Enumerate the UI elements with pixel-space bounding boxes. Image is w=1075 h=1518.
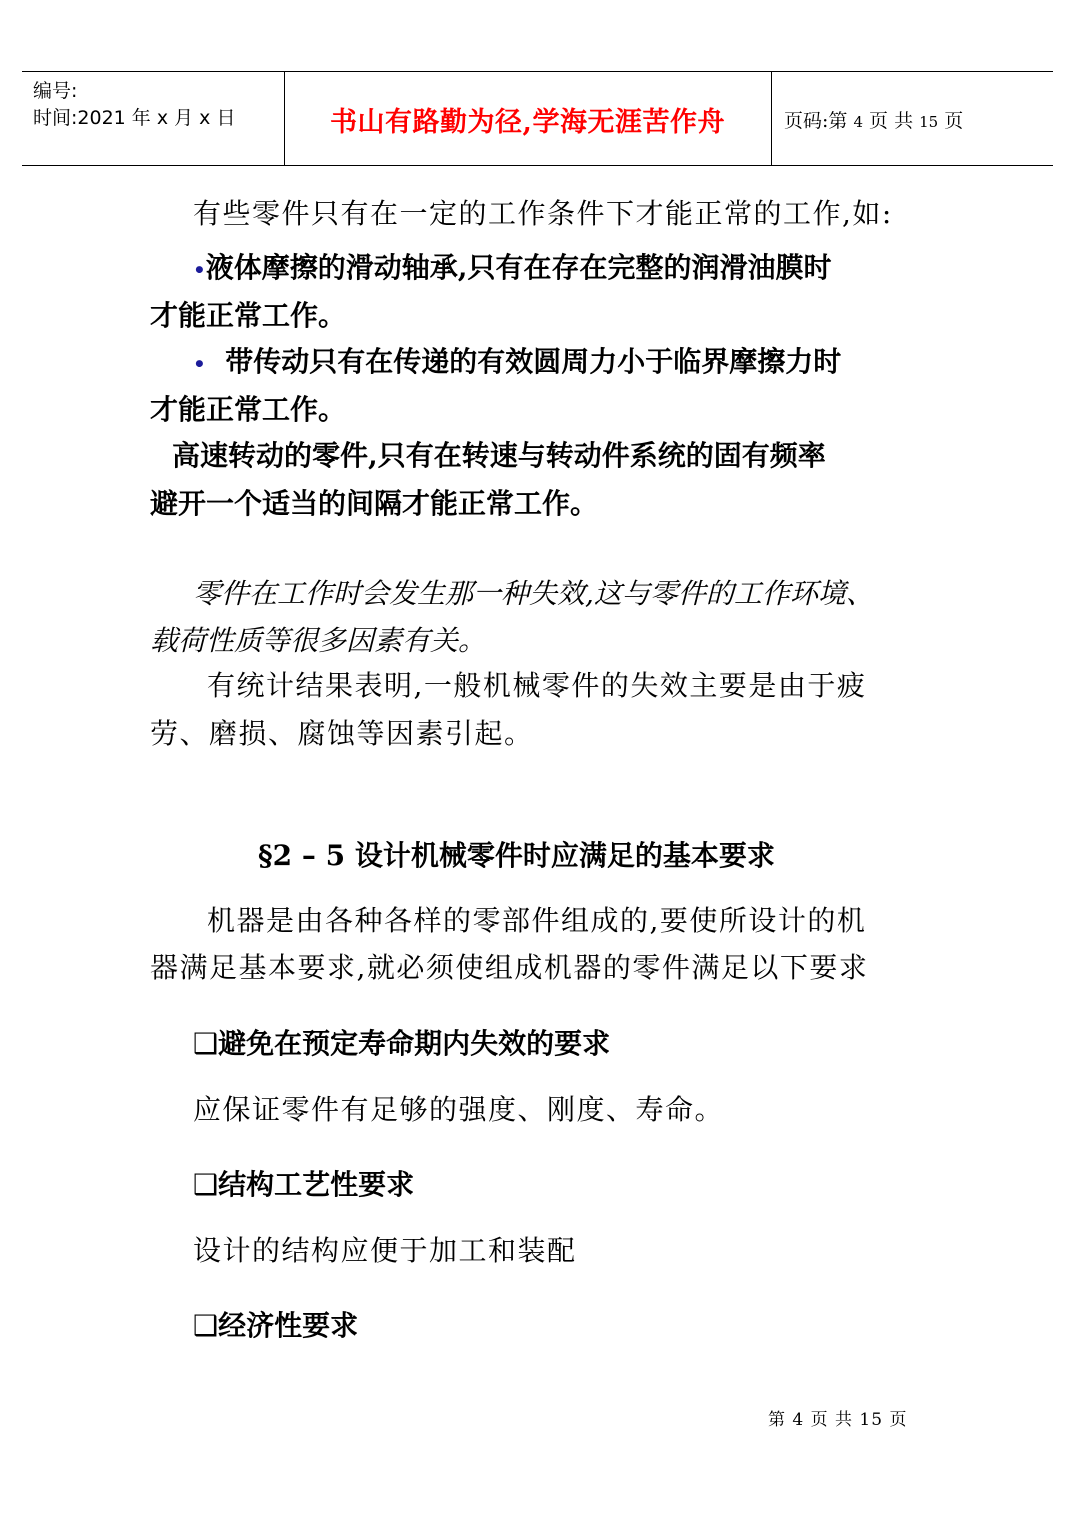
paragraph-continuation: 才能正常工作。: [150, 393, 347, 426]
bullet-text: 带传动只有在传递的有效圆周力小于临界摩擦力时: [225, 345, 842, 378]
bullet-icon: •: [193, 352, 206, 376]
paragraph: 高速转动的零件,只有在转速与转动件系统的固有频率: [172, 439, 826, 472]
document-header: [22, 71, 1053, 166]
page-prefix: 页码:第: [784, 110, 848, 132]
italic-paragraph: 零件在工作时会发生那一种失效,这与零件的工作环境、: [193, 577, 874, 610]
checkbox-icon: ❑: [193, 1027, 219, 1060]
number-label: 编号:: [33, 80, 78, 102]
page-number: 4: [853, 113, 863, 131]
italic-paragraph-continuation: 载荷性质等很多因素有关。: [150, 624, 487, 657]
time-label: 时间:2021 年 x 月 x 日: [33, 107, 236, 129]
checkbox-icon: ❑: [193, 1309, 219, 1342]
header-left: [33, 78, 235, 132]
page-suffix: 页: [944, 110, 964, 132]
header-page-info: [784, 106, 963, 133]
page-total: 15: [919, 113, 939, 131]
bullet-item: [193, 244, 832, 294]
paragraph: 有些零件只有在一定的工作条件下才能正常的工作,如:: [193, 197, 893, 230]
section-title: §2 – 5 设计机械零件时应满足的基本要求: [258, 839, 775, 872]
page-footer: 第 4 页 共 15 页: [768, 1410, 908, 1430]
requirement-description: 设计的结构应便于加工和装配: [193, 1234, 577, 1267]
requirement-title: 避免在预定寿命期内失效的要求: [218, 1027, 611, 1060]
paragraph-continuation: 避开一个适当的间隔才能正常工作。: [150, 487, 599, 520]
bullet-icon: •: [193, 258, 206, 282]
paragraph-continuation: 劳、磨损、腐蚀等因素引起。: [150, 717, 534, 750]
requirement-heading: [193, 1020, 610, 1068]
bullet-text: 液体摩擦的滑动轴承,只有在存在完整的润滑油膜时: [205, 251, 832, 284]
paragraph: 有统计结果表明,一般机械零件的失效主要是由于疲: [207, 669, 867, 702]
paragraph-continuation: 才能正常工作。: [150, 299, 347, 332]
page-mid: 页 共: [869, 110, 914, 132]
bullet-item: [193, 338, 841, 388]
requirement-title: 结构工艺性要求: [218, 1168, 415, 1201]
header-motto: 书山有路勤为径,学海无涯苦作舟: [330, 107, 725, 138]
checkbox-icon: ❑: [193, 1168, 219, 1201]
requirement-title: 经济性要求: [218, 1309, 359, 1342]
paragraph-continuation: 器满足基本要求,就必须使组成机器的零件满足以下要求: [150, 951, 869, 984]
header-divider: [771, 72, 772, 165]
paragraph: 机器是由各种各样的零部件组成的,要使所设计的机: [207, 904, 867, 937]
requirement-description: 应保证零件有足够的强度、刚度、寿命。: [193, 1093, 725, 1126]
requirement-heading: [193, 1302, 358, 1350]
requirement-heading: [193, 1161, 414, 1209]
